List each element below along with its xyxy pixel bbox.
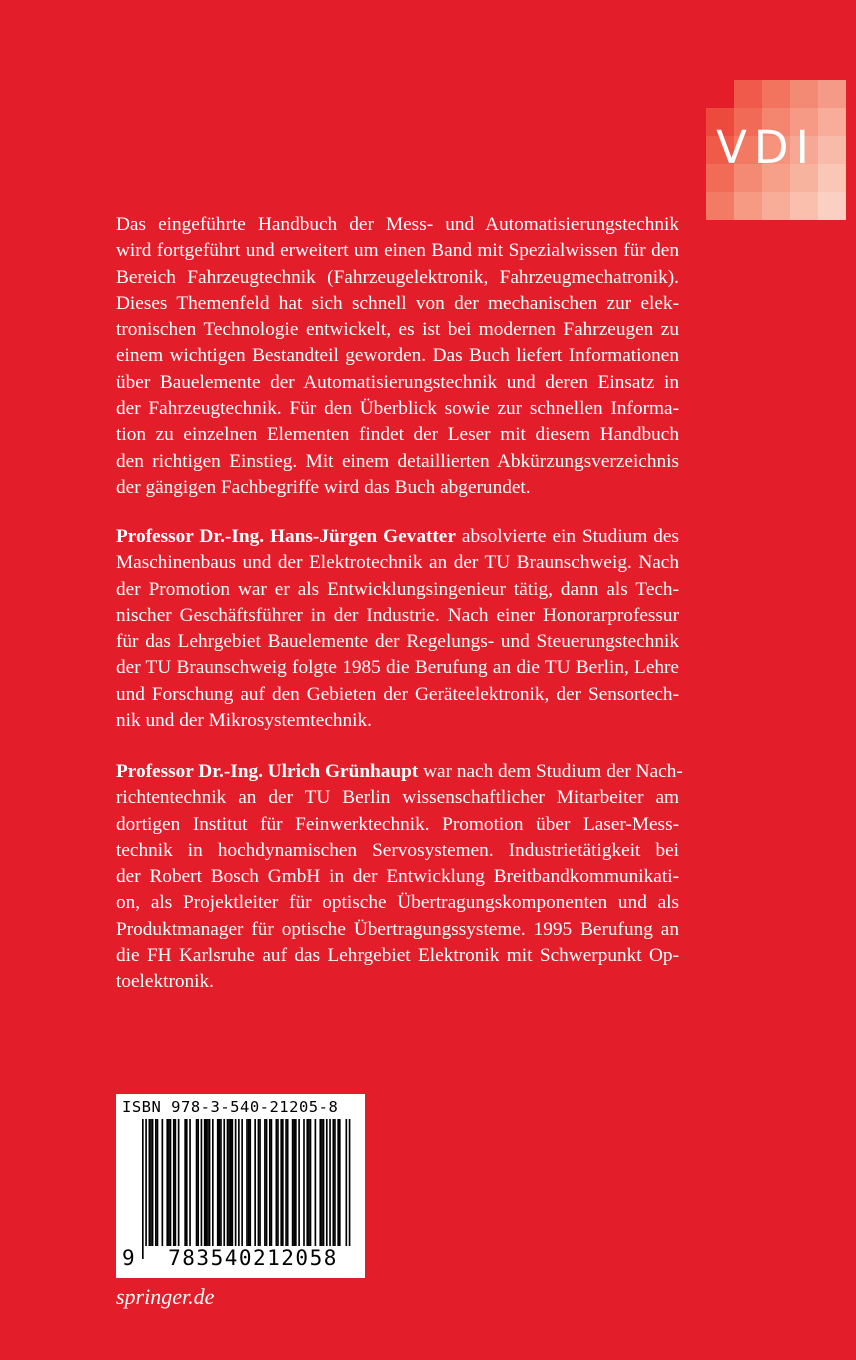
author-bio-gruenhaupt [116, 759, 683, 996]
barcode-bar [306, 1119, 308, 1247]
logo-tile [790, 192, 818, 220]
barcode-bar [209, 1119, 211, 1247]
logo-tile [706, 192, 734, 220]
text-line: und Forschung auf den Gebieten der Geräteelektronik, der Sensortech- [116, 683, 679, 705]
barcode-bar [166, 1119, 168, 1247]
barcode-bar [319, 1119, 321, 1247]
isbn-number: ISBN 978-3-540-21205-8 [122, 1098, 339, 1116]
text-line: Das eingeführte Handbuch der Mess- und Automatisierungstechnik [116, 214, 679, 235]
barcode-bar [142, 1119, 144, 1259]
barcode-bar [246, 1119, 248, 1259]
author-name: Professor Dr.-Ing. Ulrich Grünhaupt [116, 761, 419, 782]
barcode-bar [220, 1119, 222, 1247]
barcode-bar [285, 1119, 287, 1247]
isbn-barcode [116, 1094, 365, 1278]
text-line: toelektronik. [116, 971, 214, 993]
text-line: den richtigen Einstieg. Mit einem detaillierten Abkürzungsverzeichnis [116, 450, 679, 472]
barcode-bar [235, 1119, 237, 1247]
barcode-bar [232, 1119, 234, 1247]
barcode-bar [334, 1119, 336, 1247]
barcode-bar [310, 1119, 312, 1247]
barcode-bar [292, 1119, 294, 1247]
logo-tile [734, 192, 762, 220]
barcode-bar [287, 1119, 289, 1247]
barcode-bar [238, 1119, 240, 1247]
text-line: wird fortgeführt und erweitert um einen Band mit Spezialwissen für den [116, 240, 679, 262]
ean-digits: 783540212058 [144, 1246, 362, 1270]
barcode-bar [212, 1119, 214, 1247]
barcode-bar [308, 1119, 310, 1247]
barcode-bar [332, 1119, 334, 1247]
barcode-bar [207, 1119, 209, 1247]
barcode-bar [315, 1119, 317, 1247]
text-line: der TU Braunschweig folgte 1985 die Berufung an die TU Berlin, Lehre [116, 657, 679, 679]
barcode-bar [275, 1119, 277, 1247]
barcode-bar [248, 1119, 250, 1259]
barcode-bar [264, 1119, 266, 1247]
barcode-bar [329, 1119, 331, 1247]
barcode-bars [142, 1119, 352, 1259]
author-name: Professor Dr.-Ing. Hans-Jürgen Gevatter [116, 526, 456, 547]
text-line: der Robert Bosch GmbH in der Entwicklung Breitbandkommunikati- [116, 866, 679, 888]
barcode-bar [254, 1119, 256, 1247]
barcode-bar [230, 1119, 232, 1247]
barcode-bar [345, 1119, 347, 1247]
barcode-bar [197, 1119, 199, 1247]
barcode-bar [298, 1119, 300, 1247]
logo-tile [762, 80, 790, 108]
text-line: der Fahrzeugtechnik. Für den Überblick sowie zur schnellen Informa- [116, 398, 679, 420]
barcode-bar [241, 1119, 243, 1247]
barcode-bar [201, 1119, 203, 1247]
barcode-bar [170, 1119, 172, 1247]
logo-tile [762, 192, 790, 220]
text-line: für das Lehrgebiet Bauelemente der Regelungs- und Steuerungstechnik [116, 631, 679, 653]
barcode-bar [152, 1119, 154, 1247]
barcode-bar [259, 1119, 261, 1247]
barcode-bar [295, 1119, 297, 1247]
author-bio-gevatter [116, 524, 679, 734]
barcode-bar [175, 1119, 177, 1247]
text-line: nischer Geschäftsführer in der Industrie. Nach einer Honorarprofessur [116, 604, 679, 626]
logo-tile [818, 192, 846, 220]
barcode-bar [337, 1119, 339, 1247]
publisher-website: springer.de [116, 1284, 215, 1309]
logo-tile [734, 80, 762, 108]
text-line: Bereich Fahrzeugtechnik (Fahrzeugelektronik, Fahrzeugmechatronik). [116, 266, 679, 288]
text-line: einem wichtigen Bestandteil geworden. Das Buch liefert Informationen [116, 345, 679, 367]
logo-tile [818, 80, 846, 108]
barcode-bar [145, 1119, 147, 1259]
text-line: der Promotion war er als Entwicklungsingenieur tätig, dann als Tech- [116, 578, 679, 600]
logo-tile [790, 80, 818, 108]
barcode-bar [178, 1119, 180, 1247]
barcode-bar [217, 1119, 219, 1247]
barcode-bar [258, 1119, 260, 1247]
barcode-bar [266, 1119, 268, 1247]
barcode-bar [196, 1119, 198, 1247]
barcode-bar [228, 1119, 230, 1247]
barcode-bar [303, 1119, 305, 1247]
text-line: der gängigen Fachbegriffe wird das Buch abgerundet. [116, 476, 531, 498]
bio-first-line: Professor Dr.-Ing. Ulrich Grünhaupt war nach dem Studium der Nach- [116, 761, 683, 782]
barcode-bar [155, 1119, 157, 1247]
barcode-bar [157, 1119, 159, 1247]
text-line: nik und der Mikrosystemtechnik. [116, 710, 372, 732]
barcode-bar [186, 1119, 188, 1247]
text-line: über Bauelemente der Automatisierungstechnik und deren Einsatz in [116, 371, 679, 393]
text-line: tion zu einzelnen Elementen findet der Leser mit diesem Handbuch [116, 424, 679, 446]
barcode-bar [326, 1119, 328, 1247]
barcode-bar [184, 1119, 186, 1247]
barcode-bar [349, 1119, 351, 1259]
text-line: richtentechnik an der TU Berlin wissenschaftlicher Mitarbeiter am [116, 787, 679, 809]
barcode-bar [205, 1119, 207, 1247]
barcode-bar [282, 1119, 284, 1247]
barcode-bar [223, 1119, 225, 1247]
barcode-bar [293, 1119, 295, 1247]
barcode-bar [277, 1119, 279, 1247]
barcode-bar [168, 1119, 170, 1247]
barcode-bar [271, 1119, 273, 1247]
barcode-bar [269, 1119, 271, 1247]
barcode-bar [149, 1119, 151, 1247]
barcode-bar [280, 1119, 282, 1247]
bio-first-line: Professor Dr.-Ing. Hans-Jürgen Gevatter absolvierte ein Studium des [116, 526, 679, 547]
book-description [116, 212, 679, 501]
text-line: die FH Karlsruhe auf das Lehrgebiet Elektronik mit Schwerpunkt Op- [116, 945, 679, 967]
text-line: on, als Projektleiter für optische Übertragungskomponenten und als [116, 892, 679, 914]
ean-first-digit: 9 [122, 1246, 135, 1270]
barcode-bar [249, 1119, 251, 1259]
text-line: dortigen Institut für Feinwerktechnik. Promotion über Laser-Mess- [116, 813, 679, 835]
barcode-bar [321, 1119, 323, 1247]
barcode-bar [339, 1119, 341, 1247]
barcode-bar [150, 1119, 152, 1247]
barcode-bar [204, 1119, 206, 1247]
barcode-bar [323, 1119, 325, 1247]
barcode-bar [173, 1119, 175, 1247]
barcode-bar [162, 1119, 164, 1247]
text-line: Dieses Themenfeld hat sich schnell von der mechanischen zur elek- [116, 292, 679, 314]
text-line: technik in hochdynamischen Servosystemen. Industrietätigkeit bei [116, 839, 679, 861]
vdi-logo [706, 80, 846, 220]
text-line: Produktmanager für optische Übertragungssysteme. 1995 Berufung an [116, 918, 679, 940]
logo-text: VDI [716, 121, 816, 174]
barcode-bar [189, 1119, 191, 1247]
barcode-bar [227, 1119, 229, 1247]
text-line: Maschinenbaus und der Elektrotechnik an der TU Braunschweig. Nach [116, 552, 679, 574]
barcode-bar [219, 1119, 221, 1247]
text-line: tronischen Technologie entwickelt, es ist bei modernen Fahrzeugen zu [116, 319, 679, 341]
